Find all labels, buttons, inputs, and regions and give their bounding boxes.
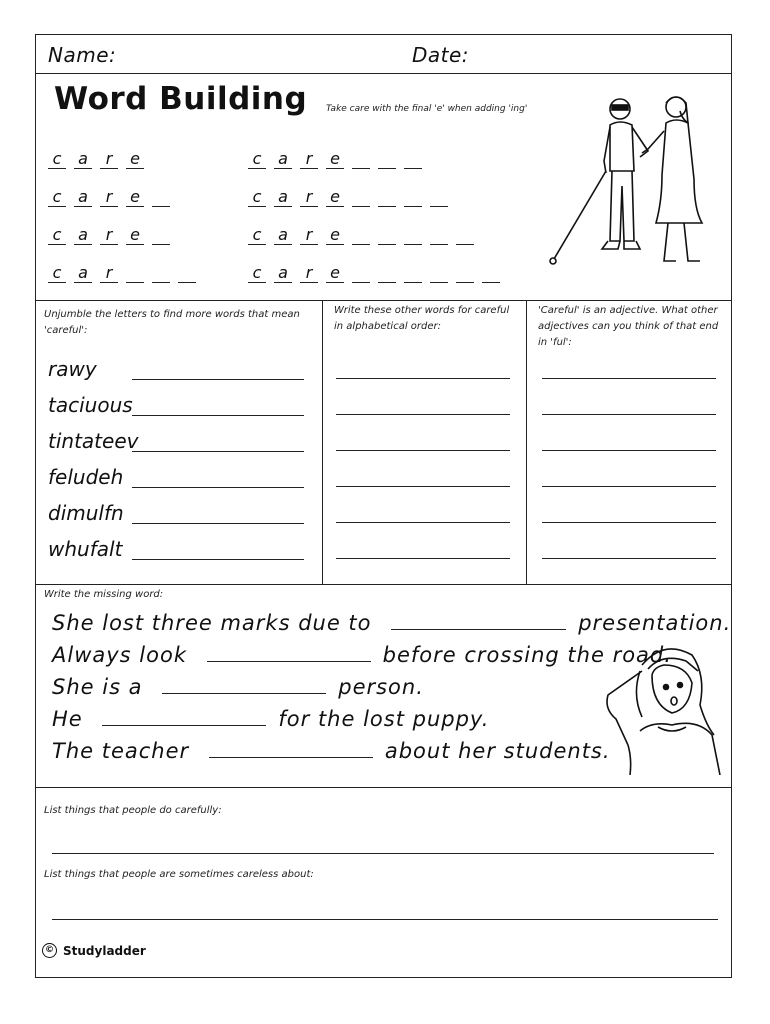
answer-line[interactable] (336, 486, 510, 487)
word-letter: e (126, 150, 144, 169)
answer-line[interactable] (132, 451, 304, 452)
answer-line[interactable] (132, 487, 304, 488)
letter-blank[interactable] (430, 188, 448, 207)
word-letter: r (300, 188, 318, 207)
letter-blank[interactable] (352, 150, 370, 169)
word-row (48, 149, 152, 169)
word-letter: e (326, 188, 344, 207)
blind-person-illustration (544, 91, 724, 276)
title-instruction: Take care with the final 'e' when adding 'ing' (326, 104, 528, 114)
word-letter: c (248, 150, 266, 169)
letter-blank[interactable] (378, 264, 396, 283)
sentence-text: She lost three marks due to (52, 611, 380, 635)
answer-line[interactable] (336, 450, 510, 451)
missing-word-instruction: Write the missing word: (44, 589, 164, 600)
col3-instruction: 'Careful' is an adjective. What other adjectives can you think of that end in 'ful': (538, 305, 719, 348)
word-letter: a (274, 188, 292, 207)
letter-blank[interactable] (352, 188, 370, 207)
answer-line[interactable] (52, 919, 718, 920)
word-letter: a (74, 150, 92, 169)
letter-blank[interactable] (456, 226, 474, 245)
list-prompt-carefully: List things that people do carefully: (44, 805, 222, 816)
word-letter: e (326, 150, 344, 169)
word-letter: c (48, 150, 66, 169)
jumbled-word: tintateev (48, 429, 139, 453)
letter-blank[interactable] (482, 264, 500, 283)
footer-brand (42, 943, 146, 958)
missing-word-blank[interactable] (102, 707, 266, 726)
word-row (248, 225, 482, 245)
answer-line[interactable] (542, 378, 716, 379)
brand-name: Studyladder (63, 943, 146, 958)
letter-blank[interactable] (430, 264, 448, 283)
answer-line[interactable] (132, 379, 304, 380)
word-letter: a (74, 226, 92, 245)
answer-line[interactable] (542, 414, 716, 415)
letter-blank[interactable] (378, 150, 396, 169)
divider (526, 300, 527, 584)
col2-instruction: Write these other words for careful in alphabetical order: (334, 305, 510, 332)
sentence-text: before crossing the road. (382, 643, 672, 667)
jumbled-word: rawy (48, 357, 97, 381)
answer-line[interactable] (52, 853, 714, 854)
letter-blank[interactable] (404, 188, 422, 207)
letter-blank[interactable] (456, 264, 474, 283)
answer-line[interactable] (542, 558, 716, 559)
letter-blank[interactable] (404, 264, 422, 283)
word-letter: a (274, 226, 292, 245)
letter-blank[interactable] (352, 264, 370, 283)
answer-line[interactable] (132, 559, 304, 560)
word-row (48, 263, 204, 283)
word-letter: r (300, 264, 318, 283)
sentence-row (52, 643, 672, 667)
divider (36, 584, 731, 585)
word-letter: e (326, 226, 344, 245)
sentence-row (52, 739, 611, 763)
sentence-text: She is a (52, 675, 151, 699)
word-letter: c (248, 226, 266, 245)
word-row (248, 263, 508, 283)
word-letter: c (248, 264, 266, 283)
sentence-text: Always look (52, 643, 195, 667)
missing-word-blank[interactable] (162, 675, 326, 694)
sentence-text: The teacher (52, 739, 197, 763)
word-row (48, 225, 178, 245)
missing-word-blank[interactable] (207, 643, 371, 662)
word-letter: r (300, 226, 318, 245)
letter-blank[interactable] (126, 264, 144, 283)
divider (36, 787, 731, 788)
answer-line[interactable] (542, 522, 716, 523)
word-letter: a (274, 150, 292, 169)
word-letter: a (74, 188, 92, 207)
answer-line[interactable] (336, 558, 510, 559)
word-letter: a (74, 264, 92, 283)
sentence-row (52, 611, 731, 635)
word-letter: e (126, 188, 144, 207)
word-letter: r (100, 226, 118, 245)
missing-word-blank[interactable] (209, 739, 373, 758)
letter-blank[interactable] (404, 150, 422, 169)
answer-line[interactable] (132, 523, 304, 524)
divider (36, 73, 731, 74)
sentence-row (52, 675, 424, 699)
word-letter: a (274, 264, 292, 283)
word-letter: c (248, 188, 266, 207)
jumbled-word: taciuous (48, 393, 133, 417)
word-letter: r (100, 150, 118, 169)
col1-instruction: Unjumble the letters to find more words that mean 'careful': (44, 309, 300, 336)
word-letter: c (48, 226, 66, 245)
word-letter: c (48, 188, 66, 207)
word-letter: e (126, 226, 144, 245)
date-label: Date: (412, 43, 470, 67)
answer-line[interactable] (132, 415, 304, 416)
letter-blank[interactable] (378, 188, 396, 207)
letter-blank[interactable] (152, 226, 170, 245)
sentence-row (52, 707, 489, 731)
word-letter: e (326, 264, 344, 283)
name-label: Name: (48, 43, 117, 67)
sentence-text: person. (338, 675, 424, 699)
word-letter: r (100, 264, 118, 283)
page-title: Word Building (54, 81, 308, 117)
letter-blank[interactable] (152, 264, 170, 283)
answer-line[interactable] (336, 378, 510, 379)
word-letter: r (100, 188, 118, 207)
sentence-text: for the lost puppy. (278, 707, 490, 731)
letter-blank[interactable] (352, 226, 370, 245)
divider (36, 300, 731, 301)
divider (322, 300, 323, 584)
list-prompt-careless: List things that people are sometimes careless about: (44, 869, 314, 880)
worried-girl-illustration (602, 635, 722, 775)
word-row (48, 187, 178, 207)
copyright-icon: © (42, 943, 57, 958)
word-letter: c (48, 264, 66, 283)
worksheet (35, 34, 732, 978)
word-row (248, 187, 456, 207)
letter-blank[interactable] (430, 226, 448, 245)
sentence-text: about her students. (384, 739, 611, 763)
jumbled-word: dimulfn (48, 501, 124, 525)
word-row (248, 149, 430, 169)
word-letter: r (300, 150, 318, 169)
letter-blank[interactable] (378, 226, 396, 245)
sentence-text: presentation. (578, 611, 732, 635)
letter-blank[interactable] (404, 226, 422, 245)
answer-line[interactable] (542, 450, 716, 451)
sentence-text: He (52, 707, 91, 731)
jumbled-word: whufalt (48, 537, 123, 561)
answer-line[interactable] (336, 414, 510, 415)
missing-word-blank[interactable] (391, 611, 566, 630)
letter-blank[interactable] (178, 264, 196, 283)
answer-line[interactable] (542, 486, 716, 487)
jumbled-word: feludeh (48, 465, 124, 489)
letter-blank[interactable] (152, 188, 170, 207)
answer-line[interactable] (336, 522, 510, 523)
